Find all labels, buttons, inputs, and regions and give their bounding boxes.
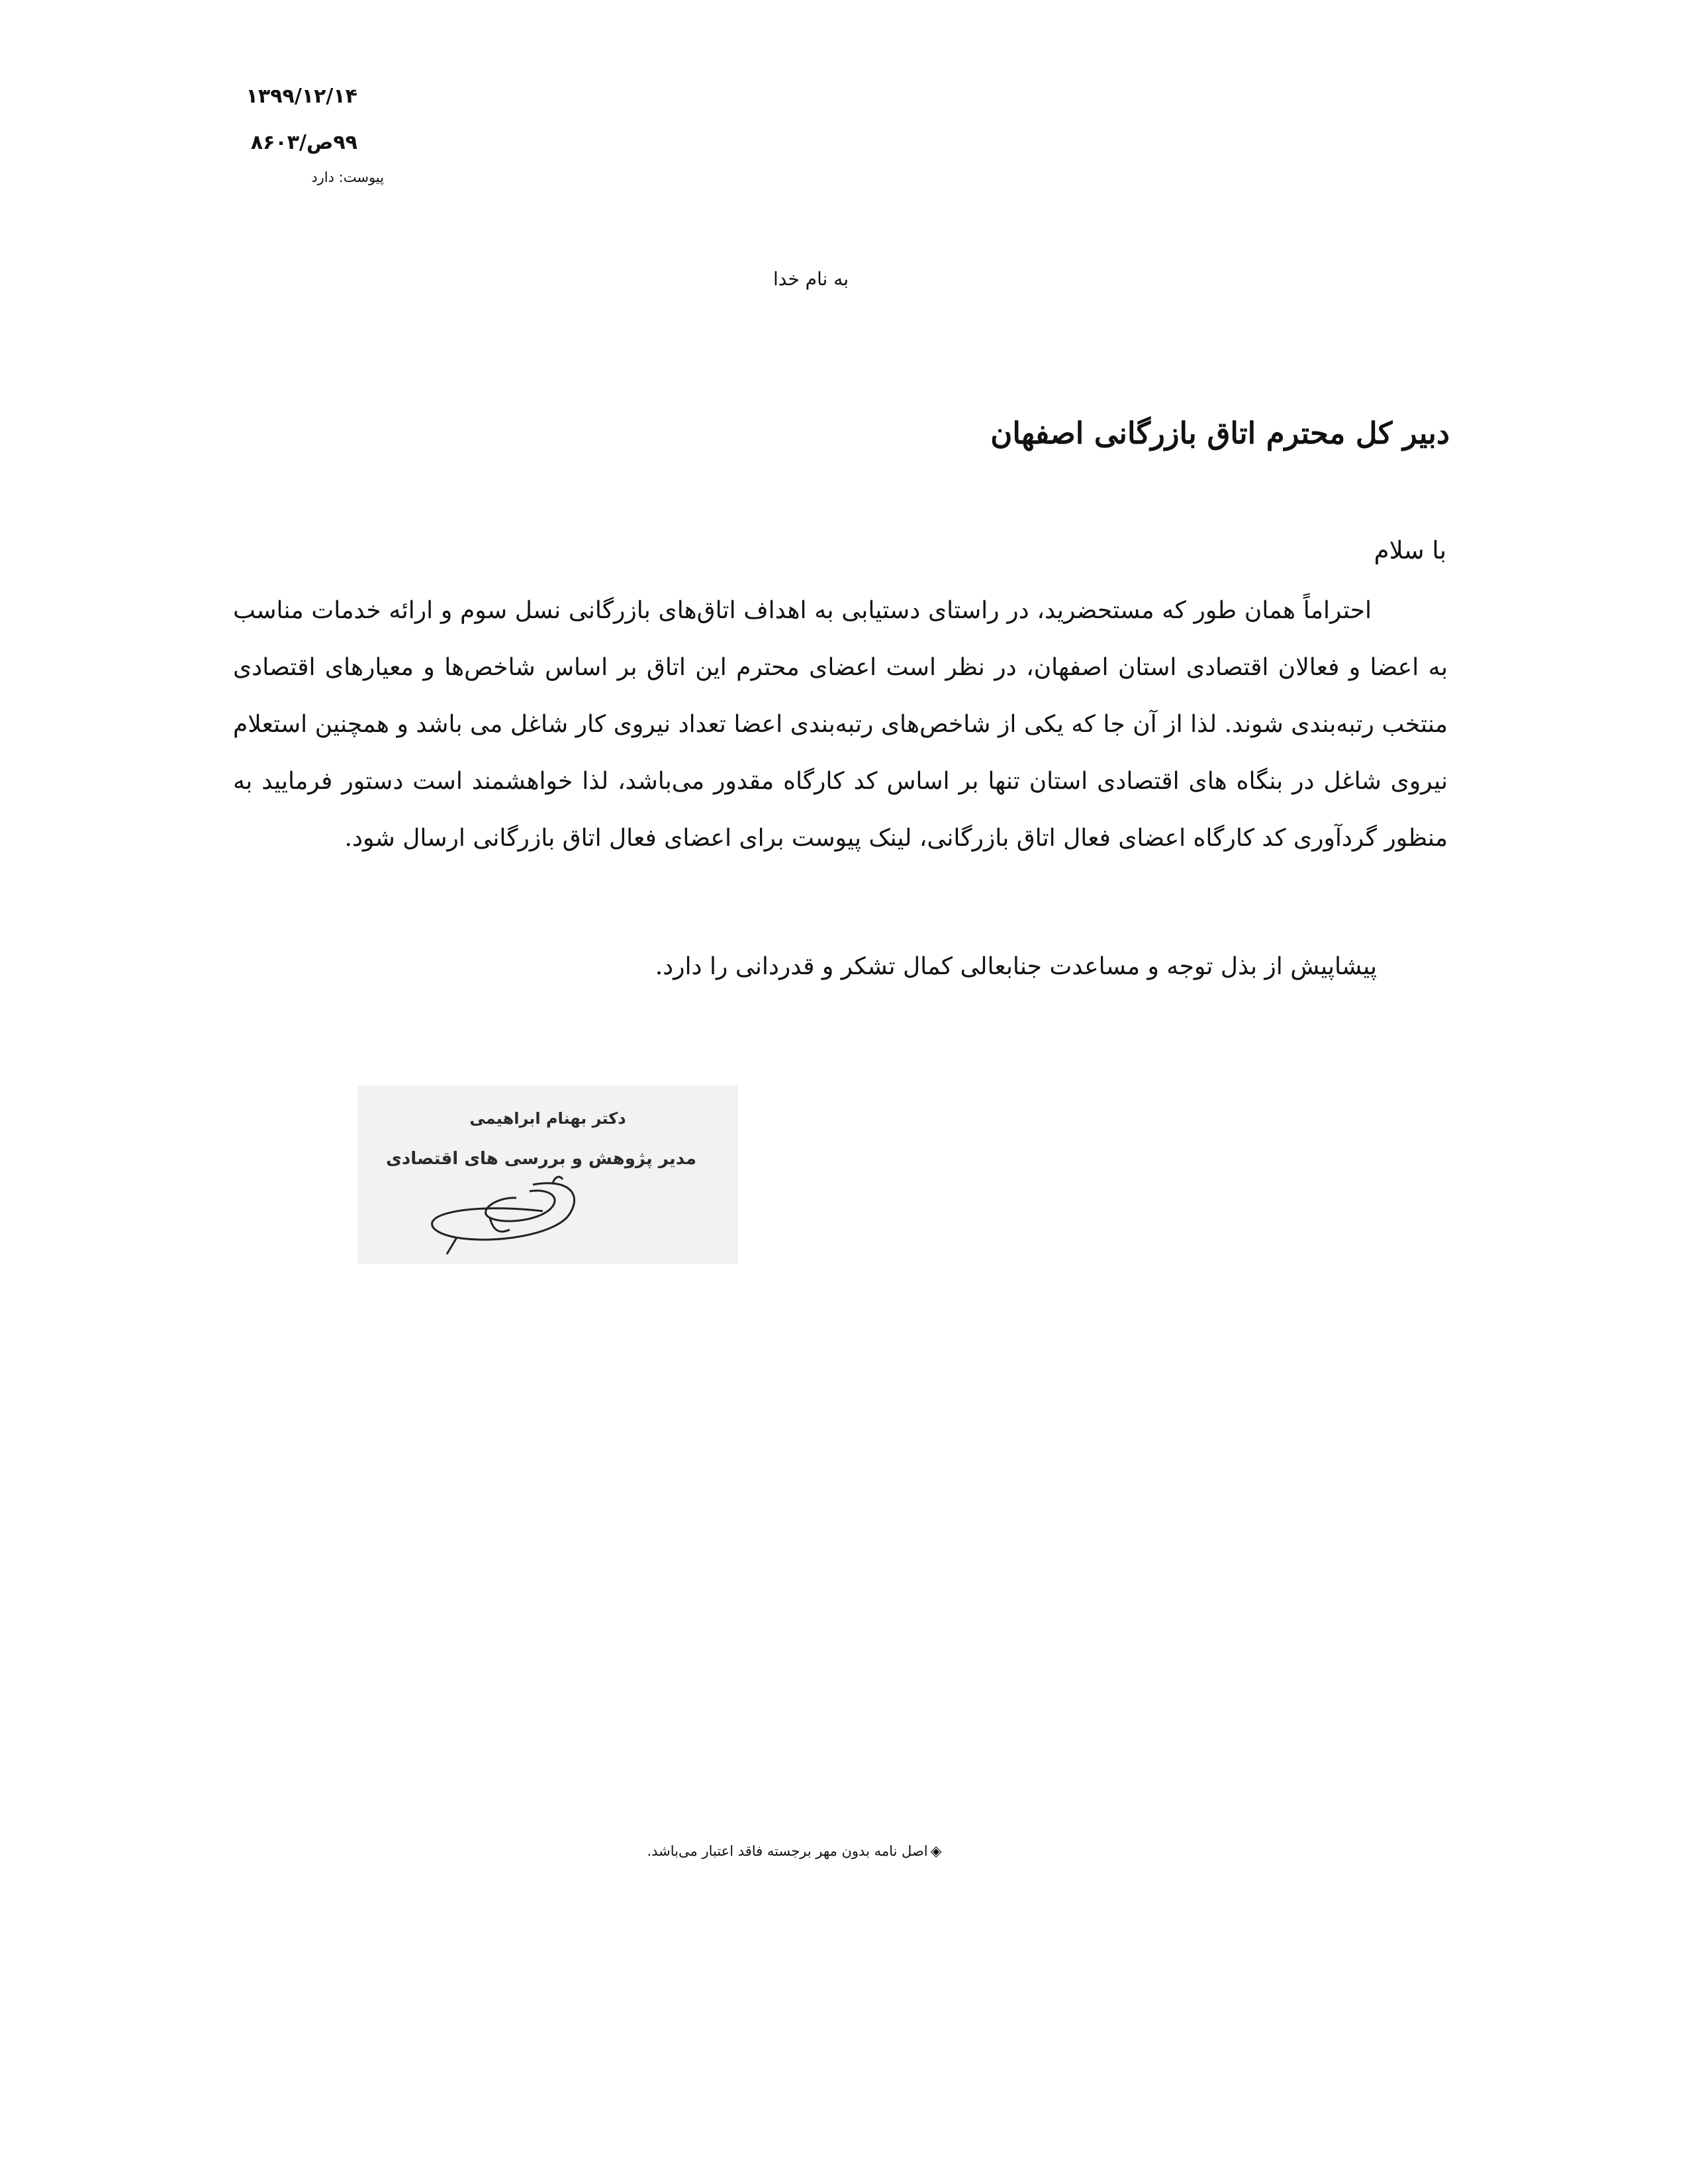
attachment-note: پیوست: دارد <box>311 169 384 185</box>
signer-name: دکتر بهنام ابراهیمی <box>469 1109 626 1128</box>
closing-sentence: پیشاپیش از بذل توجه و مساعدت جنابعالی کمال تشکر و قدردانی را دارد. <box>655 953 1377 980</box>
greeting: با سلام <box>1374 536 1446 565</box>
basmala: به نام خدا <box>773 268 849 290</box>
letter-date: ۱۳۹۹/۱۲/۱۴ <box>246 85 357 108</box>
diamond-icon: ◈ <box>930 1843 942 1860</box>
letter-number: ۹۹ص/۸۶۰۳ <box>250 131 357 154</box>
letter-body: احتراماً همان طور که مستحضرید، در راستای دستیابی به اهداف اتاق‌های بازرگانی نسل سوم و ارائه خدمات مناسب به اعضا و فعالان اقتصادی استان اصفهان، در نظر است اعضای محترم این اتاق بر اساس شاخص‌ها و معیارهای اقتصادی منتخب رتبه‌بندی شوند. لذا از آن جا که یکی از شاخص‌های رتبه‌بندی اعضا تعداد نیروی کار شاغل می باشد و همچنین استعلام نیروی شاغل در بنگاه های اقتصادی استان تنها بر اساس کد کارگاه مقدور می‌باشد، لذا خواهشمند است دستور فرمایید به منظور گردآوری کد کارگاه اعضای فعال اتاق بازرگانی، لینک پیوست برای اعضای فعال اتاق بازرگانی ارسال شود. <box>233 597 1448 852</box>
footer-note-text: اصل نامه بدون مهر برجسته فاقد اعتبار می‌باشد. <box>647 1843 928 1859</box>
footer-note <box>596 1843 993 1860</box>
handwritten-signature <box>417 1171 589 1257</box>
signature-block <box>357 1085 738 1264</box>
signer-title: مدیر پژوهش و بررسی های اقتصادی <box>386 1149 696 1169</box>
recipient-title: دبیر کل محترم اتاق بازرگانی اصفهان <box>990 416 1450 451</box>
